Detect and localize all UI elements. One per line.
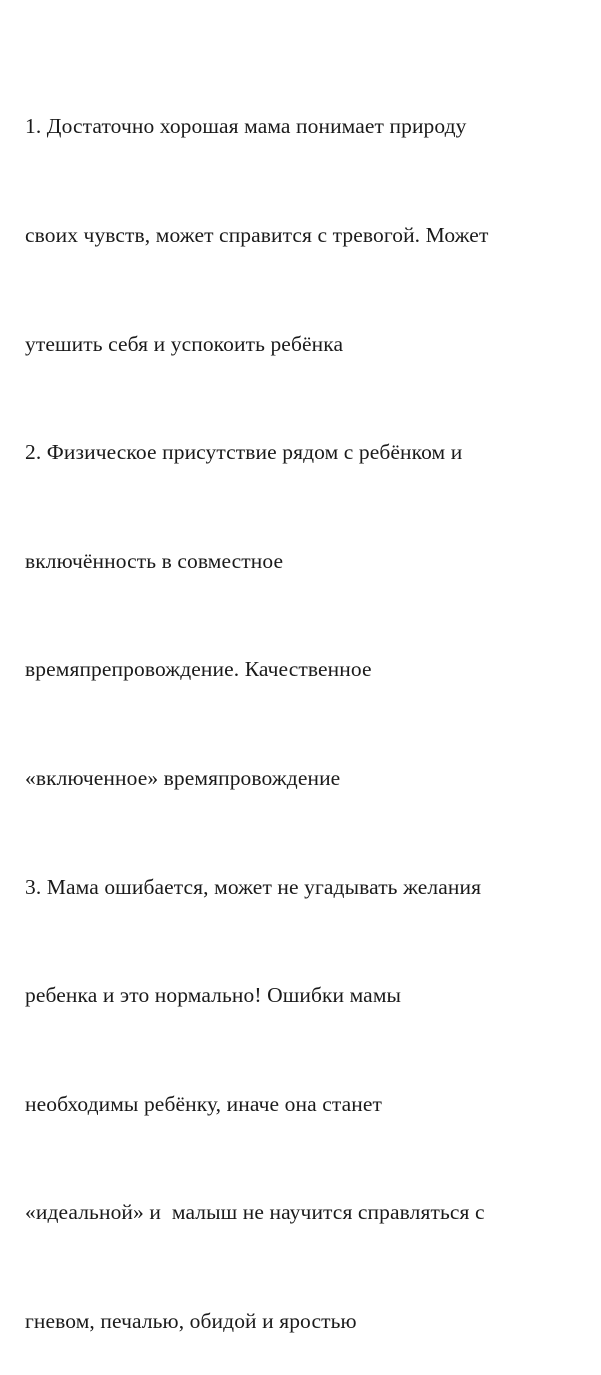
text-line-1: 1. Достаточно хорошая мама понимает природу xyxy=(25,114,467,139)
text-line-10: необходимы ребёнку, иначе она станет xyxy=(25,1091,383,1116)
text-line-8: 3. Мама ошибается, может не угадывать желания xyxy=(25,874,482,899)
text-line-11: «идеальной» и малыш не научится справляться с xyxy=(25,1200,485,1225)
text-line-4: 2. Физическое присутствие рядом с ребёнком и xyxy=(25,440,463,465)
text-line-7: «включенное» времяпровождение xyxy=(25,765,341,790)
text-line-3: утешить себя и успокоить ребёнка xyxy=(25,331,344,356)
text-line-6: времяпрепровождение. Качественное xyxy=(25,657,372,682)
text-line-2: своих чувств, может справится с тревогой. Может xyxy=(25,223,489,247)
text-line-5: включённость в совместное xyxy=(25,548,284,573)
document-text-block xyxy=(25,36,585,1375)
text-line-9: ребенка и это нормально! Ошибки мамы xyxy=(25,983,402,1008)
text-line-12: гневом, печалью, обидой и яростью xyxy=(25,1308,357,1333)
